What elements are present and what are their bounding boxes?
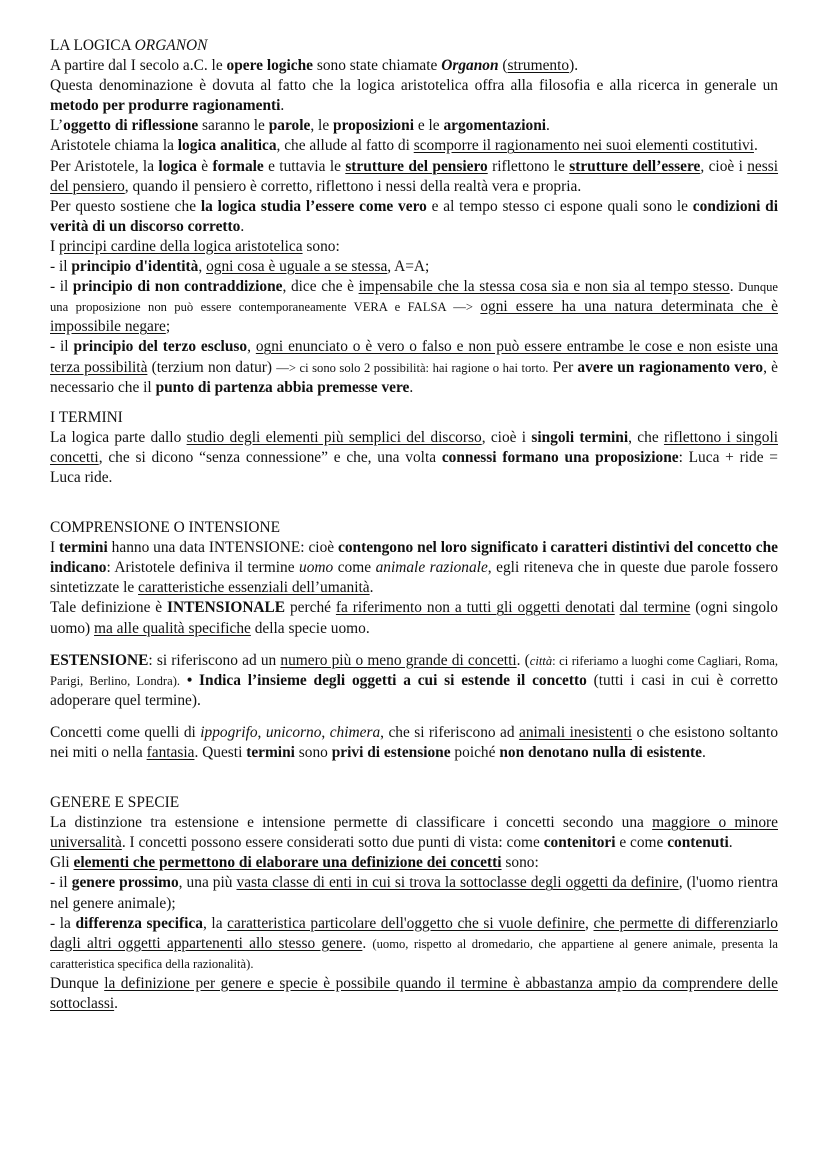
section-title-termini: I TERMINI xyxy=(50,408,123,426)
section-genere-specie xyxy=(50,793,778,1014)
paragraph-termini: La logica parte dallo studio degli elementi più semplici del discorso, cioè i singoli termini, che riflettono i singoli concetti, che si dicono “senza connessione” e che, una volta connessi formano una proposizione: Luca + ride = Luca ride. xyxy=(50,428,779,486)
paragraph-denominazione: Questa denominazione è dovuta al fatto che la logica aristotelica offra alla filosofia e alla ricerca in generale un metodo per produrre ragionamenti. xyxy=(50,77,778,115)
paragraph-conclusione: Dunque la definizione per genere e specie è possibile quando il termine è abbastanza ampio da comprendere delle sottoclassi. xyxy=(50,974,778,1013)
paragraph-intensionale: Tale definizione è INTENSIONALE perché fa riferimento non a tutti gli oggetti denotati dal termine (ogni singolo uomo) ma alle qualità specifiche della specie uomo. xyxy=(50,599,778,637)
section-comprensione xyxy=(50,518,778,763)
paragraph-concetti-inesistenti: Concetti come quelli di ippogrifo, unicorno, chimera, che si riferiscono ad animali inesistenti o che esistono soltanto nei miti o nella fantasia. Questi termini sono privi di estensione poiché non denotano nulla di esistente. xyxy=(50,723,779,761)
section-title-organon: LA LOGICA ORGANON xyxy=(50,37,208,54)
list-item-genere-prossimo: - il genere prossimo, una più vasta classe di enti in cui si trova la sottoclasse degli oggetti da definire, (l'uomo rientra nel genere animale); xyxy=(50,874,779,912)
section-title-genere-specie: GENERE E SPECIE xyxy=(50,794,180,812)
paragraph-principi: I principi cardine della logica aristotelica sono: xyxy=(50,237,340,255)
paragraph-elementi-definizione: Gli elementi che permettono di elaborare una definizione dei concetti sono: xyxy=(50,854,539,872)
list-item-differenza-specifica: - la differenza specifica, la caratteristica particolare dell'oggetto che si vuole definire, che permette di differenziarlo dagli altri oggetti appartenenti allo stesso genere. (uomo, rispetto al dromedario, che appartiene al genere animale, presenta la caratteristica specifica della razionalità). xyxy=(50,914,779,971)
section-title-comprensione: COMPRENSIONE O INTENSIONE xyxy=(50,519,281,537)
paragraph-intensione: I termini hanno una data INTENSIONE: cioè contengono nel loro significato i caratteri distintivi del concetto che indicano: Aristotele definiva il termine uomo come animale razionale, egli riteneva che in queste due parole fossero sintetizzate le caratteristiche essenziali dell’umanità. xyxy=(50,539,779,597)
paragraph-logica-formale: Per Aristotele, la logica è formale e tuttavia le strutture del pensiero riflettono le strutture dell’essere, cioè i nessi del pensiero, quando il pensiero è corretto, riflettono i nessi della realtà vera e propria. xyxy=(50,157,779,195)
list-item-identita: - il principio d'identità, ogni cosa è uguale a se stessa, A=A; xyxy=(50,258,430,276)
list-item-terzo-escluso: - il principio del terzo escluso, ogni enunciato o è vero o falso e non può essere entrambe le cose e non esiste una terza possibilità (terzium non datur) —> ci sono solo 2 possibilità: hai ragione o hai torto. Per avere un ragionamento vero, è necessario che il punto di partenza abbia premesse vere. xyxy=(50,338,779,396)
paragraph-oggetto: L’oggetto di riflessione saranno le parole, le proposizioni e le argomentazioni. xyxy=(50,117,550,135)
list-item-non-contraddizione: - il principio di non contraddizione, dice che è impensabile che la stessa cosa sia e non sia al tempo stesso. Dunque una proposizione non può essere contemporaneamente VERA e FALSA —> ogni essere ha una natura determinata che è impossibile negare; xyxy=(50,278,779,336)
paragraph-universalita: La distinzione tra estensione e intensione permette di classificare i concetti secondo una maggiore o minore universalità. I concetti possono essere considerati sotto due punti di vista: come contenitori e come contenuti. xyxy=(50,814,778,852)
section-logica-organon xyxy=(50,36,778,398)
paragraph-logica-analitica: Aristotele chiama la logica analitica, che allude al fatto di scomporre il ragionamento nei suoi elementi costitutivi. xyxy=(50,137,758,155)
section-termini xyxy=(50,408,778,488)
paragraph-estensione: ESTENSIONE: si riferiscono ad un numero più o meno grande di concetti. (città: ci riferiamo a luoghi come Cagliari, Roma, Parigi, Berlino, Londra). • Indica l’insieme degli oggetti a cui si estende il concetto (tutti i casi in cui è corretto adoperare quel termine). xyxy=(50,651,778,709)
paragraph-essere-vero: Per questo sostiene che la logica studia l’essere come vero e al tempo stesso ci espone quali sono le condizioni di verità di un discorso corretto. xyxy=(50,197,778,235)
paragraph-organon-intro: A partire dal I secolo a.C. le opere logiche sono state chiamate Organon (strumento). xyxy=(50,57,579,75)
